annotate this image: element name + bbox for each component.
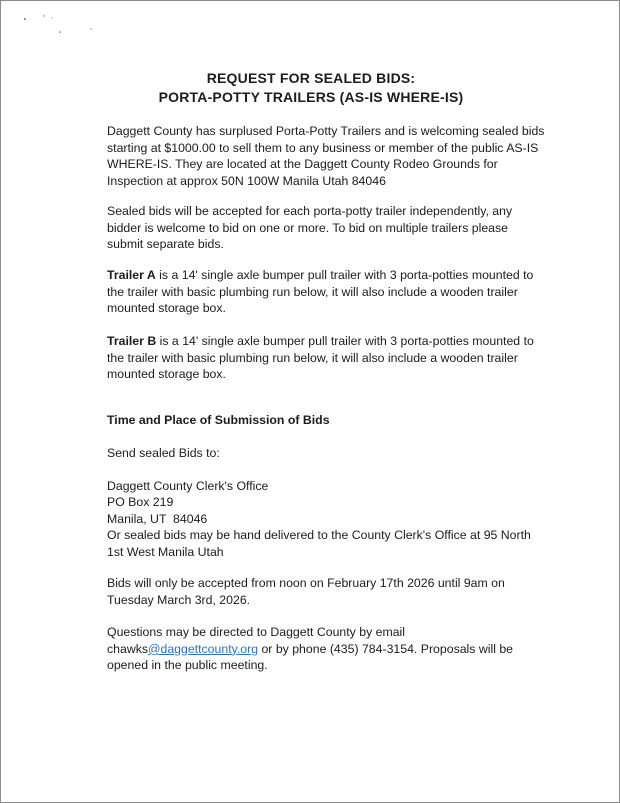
send-to-line: Send sealed Bids to:: [107, 446, 220, 460]
title-line-2: PORTA-POTTY TRAILERS (AS-IS WHERE-IS): [158, 89, 464, 105]
dates-paragraph: Bids will only be accepted from noon on February 17th 2026 until 9am on Tuesday March 3rd, 2026.: [107, 576, 505, 607]
scan-specks: [19, 13, 109, 43]
intro-paragraph: Daggett County has surplused Porta-Potty Trailers and is welcoming sealed bids starting at $1000.00 to sell them to any business or member of the public AS-IS WHERE-IS. They are located at the Daggett County Rodeo Grounds for Inspection at approx 50N 100W Manila Utah 84046: [107, 124, 545, 189]
sealed-bids-paragraph: Sealed bids will be accepted for each porta-potty trailer independently, any bidder is welcome to bid on one or more. To bid on multiple trailers please submit separate bids.: [107, 204, 513, 252]
questions-prefix: Questions may be directed to Daggett County by email chawks: [107, 625, 406, 656]
address-line-3: Manila, UT 84046: [107, 512, 208, 526]
trailer-a-label: Trailer A: [107, 268, 156, 282]
submission-heading: Time and Place of Submission of Bids: [107, 413, 330, 427]
trailer-b-label: Trailer B: [107, 334, 157, 348]
address-line-1: Daggett County Clerk's Office: [107, 479, 269, 493]
email-link[interactable]: @daggettcounty.org: [148, 641, 259, 656]
trailer-b-paragraph: [107, 333, 547, 383]
questions-suffix: or by phone (435) 784-3154. Proposals will be opened in the public meeting.: [107, 641, 514, 673]
title-line-1: REQUEST FOR SEALED BIDS:: [206, 70, 416, 86]
questions-paragraph: [107, 624, 547, 674]
address-line-4: Or sealed bids may be hand delivered to the County Clerk's Office at 95 North 1st West Manila Utah: [107, 528, 531, 559]
trailer-b-text: is a 14' single axle bumper pull trailer with 3 porta-potties mounted to the trailer with basic plumbing run below, it will also include a wooden trailer mounted storage box.: [107, 334, 534, 382]
trailer-a-paragraph: [107, 267, 547, 317]
trailer-a-text: is a 14' single axle bumper pull trailer with 3 porta-potties mounted to the trailer with basic plumbing run below, it will also include a wooden trailer mounted storage box.: [107, 268, 534, 316]
address-line-2: PO Box 219: [107, 495, 174, 509]
